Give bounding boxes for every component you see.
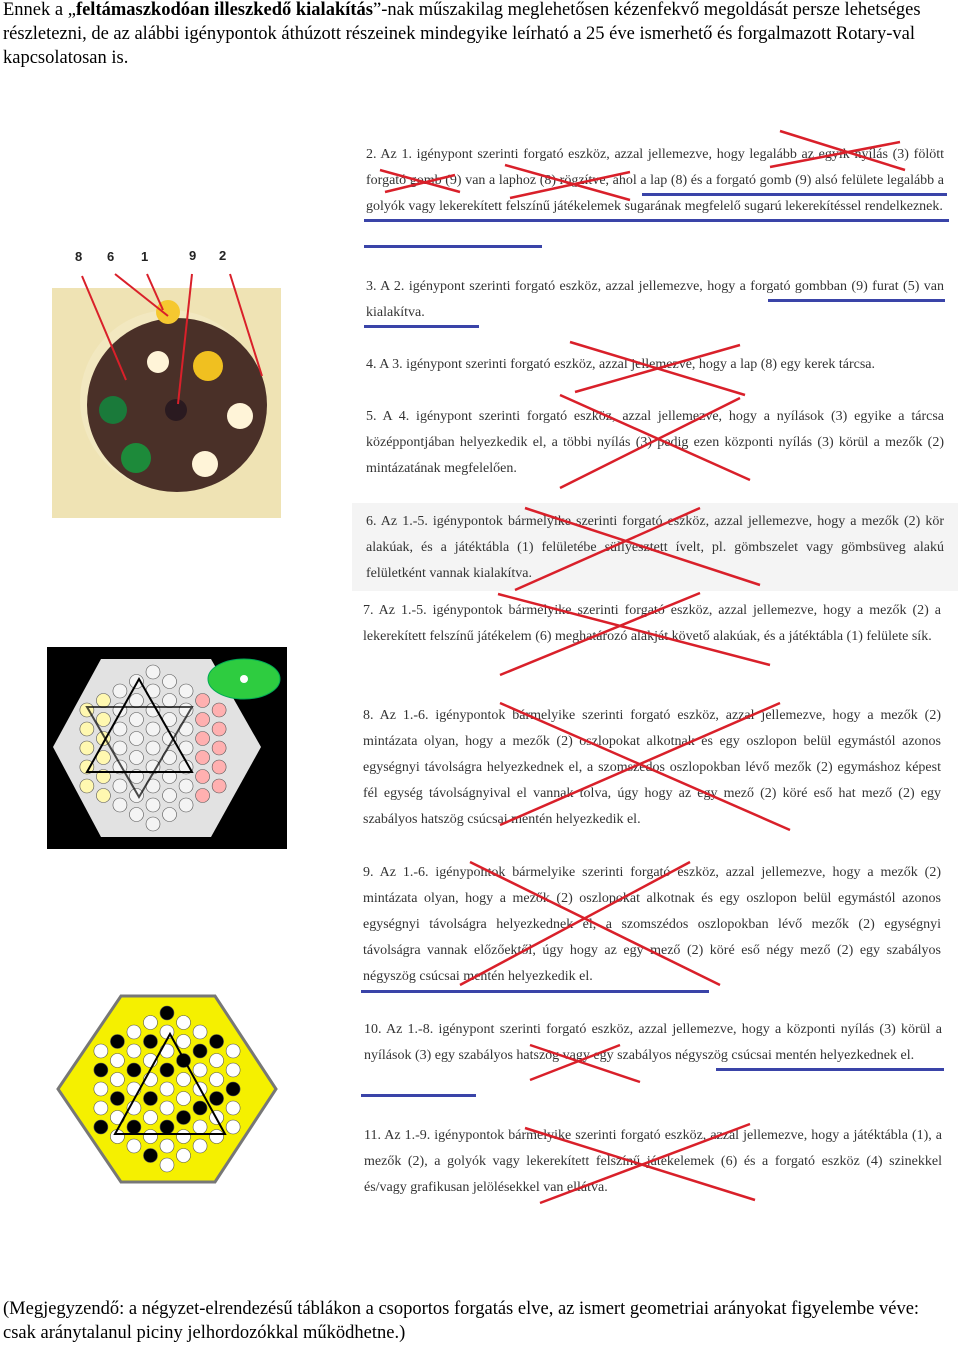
board-hole (177, 1130, 191, 1144)
board-hole (193, 1044, 207, 1058)
board-hole (193, 1025, 207, 1039)
board-hole (177, 1149, 191, 1163)
board-hole (179, 798, 193, 812)
board-hole (80, 722, 94, 736)
board-hole (193, 1101, 207, 1115)
board-hole (129, 789, 143, 803)
figure-label: 1 (141, 249, 149, 264)
claim-2: 2. Az 1. igénypont szerinti forgató eszköz, azzal jellemezve, hogy legalább az egyik nyílás (3) fölött forgató gomb (9) van a laphoz (8) rögzítve, ahol a lap (8) és a forgató gomb (9) alsó felülete legalább a golyók vagy lekerekített felszínű játékelemek sugarának megfelelő sugarú lekerekítéssel rendelkeznek. (366, 147, 944, 214)
figure-label: 6 (107, 249, 115, 264)
board-hole (196, 732, 210, 746)
board-hole (94, 1044, 108, 1058)
board-hole (129, 751, 143, 765)
hexagonal-board-yellow (55, 994, 279, 1184)
claim-5: 5. A 4. igénypont szerinti forgató eszköz, azzal jellemezve, hogy a nyílások (3) egyike a tárcsa középpontjában helyezkedik el, a többi nyílás (3) pedig ezen központi nyílás (3) körül a mezők (2) mintázatának megfelelően. (366, 409, 944, 476)
intro-bold-term: feltámaszkodóan illeszkedő kialakítás (75, 0, 373, 20)
board-hole (160, 1006, 174, 1020)
underline (642, 193, 947, 196)
underline (364, 325, 479, 328)
board-hole (196, 789, 210, 803)
board-hole (80, 741, 94, 755)
board-hole (226, 1044, 240, 1058)
underline (716, 1068, 944, 1071)
board-hole (143, 1035, 157, 1049)
footnote: (Megjegyzendő: a négyzet-elrendezésű táblákon a csoportos forgatás elve, az ismert geometriai arányokat figyelembe véve: csak aránytalanul piciny jelhordozókkal működhetne.) (3, 1299, 920, 1343)
board-hole (96, 713, 110, 727)
board-hole (127, 1120, 141, 1134)
board-hole (177, 1092, 191, 1106)
hexagonal-board-grey (47, 647, 287, 849)
board-hole (143, 1092, 157, 1106)
board-hole (143, 1130, 157, 1144)
board-hole (113, 779, 127, 793)
board-hole (160, 1082, 174, 1096)
board-hole (94, 1101, 108, 1115)
board-hole (210, 1035, 224, 1049)
board-hole (110, 1073, 124, 1087)
board-hole (196, 713, 210, 727)
claim-11: 11. Az 1.-9. igénypontok bármelyike szerinti forgató eszköz, azzal jellemezve, hogy a játéktábla (1), a mezők (2), a golyók vagy lekerekített felszínű játékelemek (6) és a forgató eszköz (4) szinekkel és/vagy grafikusan jelölésekkel van ellátva. (364, 1128, 942, 1195)
claim-9: 9. Az 1.-6. igénypontok bármelyike szerinti forgató eszköz, azzal jellemezve, hogy a mezők (2) mintázata olyan, hogy a mezők (2) oszlopokat alkotnak és egy oszlopon belül egymástól azonos egységnyi távolságra helyezkednek el, a szomszédos oszlopokban lévő mezők (2) egységnyi távolságra vannak előzőektől, úgy hogy az egy mező (2) köré eső négy mező (2) egy szabályos négyszög csúcsai mentén helyezkedik el. (363, 865, 941, 984)
claim-10: 10. Az 1.-8. igénypont szerinti forgató eszköz, azzal jellemezve, hogy a központi nyílás (3) körül a nyílások (3) egy szabályos hatszög vagy egy szabályos négyszög csúcsai mentén helyezkednek el. (364, 1022, 942, 1063)
board-hole (160, 1044, 174, 1058)
board-hole (160, 1120, 174, 1134)
board-hole (94, 1120, 108, 1134)
board-hole (146, 722, 160, 736)
board-hole (127, 1044, 141, 1058)
figure-label: 2 (219, 248, 227, 263)
board-hole (110, 1035, 124, 1049)
board-hole (212, 760, 226, 774)
board-hole (143, 1111, 157, 1125)
board-hole (94, 1082, 108, 1096)
board-hole (129, 808, 143, 822)
board-hole (160, 1101, 174, 1115)
board-hole (146, 817, 160, 831)
board-hole (110, 1092, 124, 1106)
board-hole (146, 665, 160, 679)
claim-7: 7. Az 1.-5. igénypontok bármelyike szerinti forgató eszköz, azzal jellemezve, hogy a mezők (2) a lekerekített felszínű játékelem (6) meghatározó alakját követő alakúak, és a játéktábla (1) felülete sík. (363, 603, 941, 644)
board-hole (80, 779, 94, 793)
board-hole (212, 703, 226, 717)
board-hole (179, 779, 193, 793)
underline (361, 990, 709, 993)
board-hole (226, 1120, 240, 1134)
board-hole (94, 1063, 108, 1077)
board-hole (212, 741, 226, 755)
board-hole (177, 1073, 191, 1087)
figure-label: 9 (189, 248, 197, 263)
intro-suffix: ”-nak műszakilag meglehetősen kézenfekvő megoldását persze lehetséges részletezni, de az alábbi igénypontok áthúzott részeinek mindegyike leírható a 25 éve ismerhető és forgalmazott Rotary-val kapcsolatosan is. (3, 0, 921, 68)
board-hole (110, 1054, 124, 1068)
board-hole (143, 1149, 157, 1163)
board-hole (210, 1092, 224, 1106)
board-hole (113, 741, 127, 755)
board-hole (146, 798, 160, 812)
board-hole (226, 1101, 240, 1115)
board-hole (193, 1063, 207, 1077)
board-hole (163, 808, 177, 822)
board-hole (193, 1120, 207, 1134)
underline (364, 245, 542, 248)
board-hole (196, 770, 210, 784)
intro-prefix: Ennek a „ (3, 0, 76, 20)
claim-3: 3. A 2. igénypont szerinti forgató eszköz, azzal jellemezve, hogy a forgató gombban (9) furat (5) van kialakítva. (366, 279, 944, 320)
board-hole (212, 779, 226, 793)
board-hole (127, 1025, 141, 1039)
board-hole (193, 1139, 207, 1153)
board-hole (129, 713, 143, 727)
board-hole (163, 789, 177, 803)
board-hole (113, 722, 127, 736)
claim-8: 8. Az 1.-6. igénypontok bármelyike szerinti forgató eszköz, azzal jellemezve, hogy a mezők (2) mintázata olyan, hogy a mezők (2) oszlopokat alkotnak és egy oszlopon belül egymástól azonos egységnyi távolságra helyezkednek el, a szomszédos oszlopokban lévő mezők (2) egymáshoz képest fél egység távolságnyival el vannak tolva, úgy hogy az egy mező (2) köré eső hat mező (2) egy szabályos hatszög csúcsai mentén helyezkedik el. (363, 708, 941, 827)
board-hole (127, 1139, 141, 1153)
figure-label: 8 (75, 249, 83, 264)
board-hole (212, 722, 226, 736)
underline (768, 299, 945, 302)
underline (364, 219, 949, 222)
board-hole (129, 732, 143, 746)
board-hole (210, 1130, 224, 1144)
board-hole (210, 1073, 224, 1087)
board-hole (226, 1082, 240, 1096)
claim-6: 6. Az 1.-5. igénypontok bármelyike szerinti forgató eszköz, azzal jellemezve, hogy a mezők (2) kör alakúak, és a játéktábla (1) felületébe süllyesztett ívelt, pl. gömbszelet vagy gömbsüveg alakú felületként vannak kialakítva. (366, 514, 944, 581)
board-hole (146, 741, 160, 755)
rotary-disc-photo (40, 260, 290, 522)
board-hole (177, 1016, 191, 1030)
board-hole (143, 1016, 157, 1030)
board-hole (160, 1139, 174, 1153)
board-hole (163, 675, 177, 689)
board-hole (226, 1063, 240, 1077)
board-hole (96, 789, 110, 803)
board-hole (179, 684, 193, 698)
board-hole (160, 1158, 174, 1172)
board-hole (113, 798, 127, 812)
board-hole (163, 694, 177, 708)
claim-4: 4. A 3. igénypont szerinti forgató eszköz, azzal jellemezve, hogy a lap (8) egy kerek tárcsa. (366, 357, 875, 372)
intro-paragraph (3, 0, 953, 70)
board-hole (196, 694, 210, 708)
board-hole (160, 1063, 174, 1077)
board-hole (210, 1054, 224, 1068)
board-hole (127, 1063, 141, 1077)
board-hole (196, 751, 210, 765)
board-hole (177, 1111, 191, 1125)
board-hole (96, 694, 110, 708)
underline (361, 1094, 476, 1097)
board-hole (177, 1035, 191, 1049)
board-hole (129, 694, 143, 708)
board-hole (113, 684, 127, 698)
